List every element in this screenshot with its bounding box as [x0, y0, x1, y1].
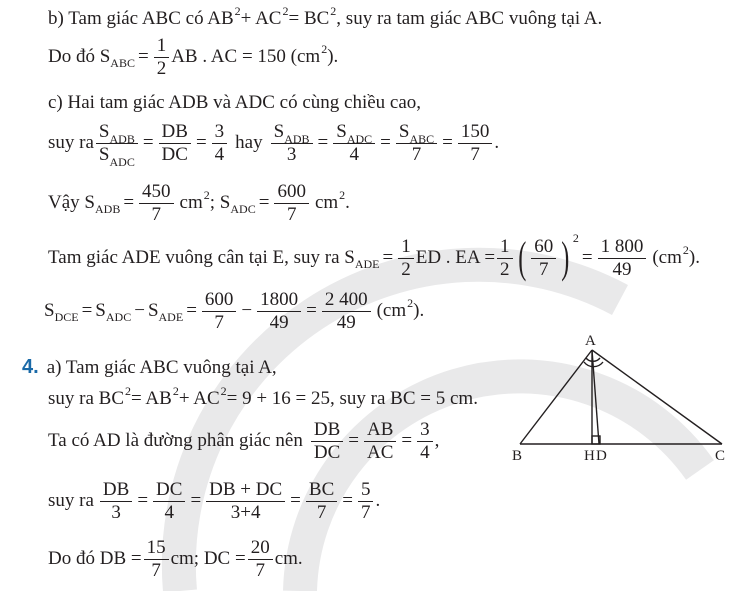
text: , suy ra tam giác ABC vuông tại A.	[336, 8, 603, 29]
line-3	[48, 92, 421, 114]
fraction: $\frac{15}{7}$	[144, 538, 169, 581]
fraction: $\frac{DB}{DC}$	[159, 122, 191, 165]
text: a) Tam giác ABC vuông tại A,	[46, 356, 277, 378]
fraction: $\frac{1 800}{49}$	[598, 237, 647, 280]
den: 2	[156, 57, 167, 79]
text: ).	[327, 46, 339, 68]
fraction: $\frac{1}{2}$	[497, 237, 513, 280]
fraction: $\frac{3}{4}$	[212, 122, 228, 165]
text: b) Tam giác ABC có AB	[48, 8, 234, 29]
line-10: Ta có AD là đường phân giác nên $\frac{DB}{DC}$ = $\frac{AB}{AC}$ = $\frac{3}{4}$ ,	[48, 419, 440, 463]
text: AB . AC = 150 (cm	[171, 46, 321, 68]
text: hay	[235, 132, 263, 154]
line-7: S DCE = S ADC − S ADE = $\frac{600}{7}$ − $\frac{1800}{49}$ = $\frac{2 400}{49}$ (cm 2 ).	[44, 289, 425, 333]
fraction: $\frac{S_{ABC}}{7}$	[396, 122, 437, 165]
fraction: $\frac{3}{4}$	[417, 420, 433, 463]
label-c: C	[715, 448, 726, 464]
line-1	[48, 3, 603, 30]
label-h: H	[584, 448, 595, 464]
side-ac	[592, 350, 722, 444]
fraction: $\frac{5}{7}$	[358, 480, 374, 523]
fraction: $\frac{450}{7}$	[139, 182, 174, 225]
exercise-number: 4.	[22, 356, 39, 378]
label-b: B	[512, 448, 523, 464]
fraction	[154, 36, 170, 79]
line-11: suy ra $\frac{DB}{3}$ = $\frac{DC}{4}$ = $\frac{DB + DC}{3+4}$ = $\frac{BC}{7}$ = $\frac{5}{7}$ .	[48, 479, 381, 523]
fraction: $\frac{2 400}{49}$	[322, 290, 371, 333]
bisector-ad	[592, 350, 599, 444]
sup: 2	[234, 3, 241, 18]
num: 1	[154, 36, 170, 58]
line-6: Tam giác ADE vuông cân tại E, suy ra S ADE = $\frac{1}{2}$ ED . EA = $\frac{1}{2}$ ( $\frac{60}{7}$ ) 2 = $\frac{1 800}{49}$ (cm 2 ).	[48, 230, 700, 282]
fraction: $\frac{150}{7}$	[458, 122, 493, 165]
triangle-diagram	[508, 332, 738, 467]
fraction: $\frac{BC}{7}$	[306, 480, 337, 523]
line-2: Do đó S ABC = $\frac{1}{2}$ AB . AC = 150 (cm 2 ).	[48, 35, 339, 79]
fraction: $\frac{60}{7}$	[531, 237, 556, 280]
fraction: $\frac{DC}{4}$	[153, 480, 185, 523]
fraction: $\frac{20}{7}$	[248, 538, 273, 581]
fraction: $\frac{DB}{DC}$	[311, 420, 343, 463]
side-ab	[520, 350, 592, 444]
label-d: D	[596, 448, 607, 464]
fraction: $\frac{1800}{49}$	[257, 290, 301, 333]
label-a: A	[585, 333, 596, 349]
text: c) Hai tam giác ADB và ADC có cùng chiều cao,	[48, 92, 422, 113]
text: + AC	[240, 8, 282, 29]
line-9: suy ra BC 2 = AB 2 + AC 2 = 9 + 16 = 25, suy ra BC = 5 cm.	[48, 383, 478, 409]
sup: 2	[282, 3, 289, 18]
fraction: $\frac{DB + DC}{3+4}$	[206, 480, 285, 523]
fraction: $\frac{S_{ADB}}{S_{ADC}}$	[96, 122, 138, 165]
exercise-4-heading	[22, 356, 277, 379]
line-5: Vậy S ADB = $\frac{450}{7}$ cm 2 ; S ADC = $\frac{600}{7}$ cm 2 .	[48, 181, 350, 225]
sup: 2	[321, 41, 328, 56]
fraction: $\frac{DB}{3}$	[100, 480, 132, 523]
fraction: $\frac{600}{7}$	[274, 182, 309, 225]
text: suy ra	[48, 132, 94, 154]
fraction: $\frac{1}{2}$	[398, 237, 414, 280]
fraction: $\frac{S_{ADB}}{3}$	[271, 122, 313, 165]
fraction: $\frac{AB}{AC}$	[364, 420, 396, 463]
text: = BC	[288, 8, 330, 29]
line-12: Do đó DB = $\frac{15}{7}$ cm; DC = $\frac{20}{7}$ cm.	[48, 537, 303, 581]
text: Do đó S	[48, 46, 111, 68]
fraction: $\frac{S_{ADC}}{4}$	[333, 122, 375, 165]
sub: ABC	[110, 55, 135, 70]
line-4: suy ra $\frac{S_{ADB}}{S_{ADC}}$ = $\frac{DB}{DC}$ = $\frac{3}{4}$ hay $\frac{S_{ADB}}{3}$ = $\frac{S_{ADC}}{4}$ = $\frac{S_{ABC}}{7}$ = $\frac{150}{7}$ .	[48, 121, 500, 169]
sup: 2	[330, 3, 337, 18]
fraction: $\frac{600}{7}$	[202, 290, 237, 333]
